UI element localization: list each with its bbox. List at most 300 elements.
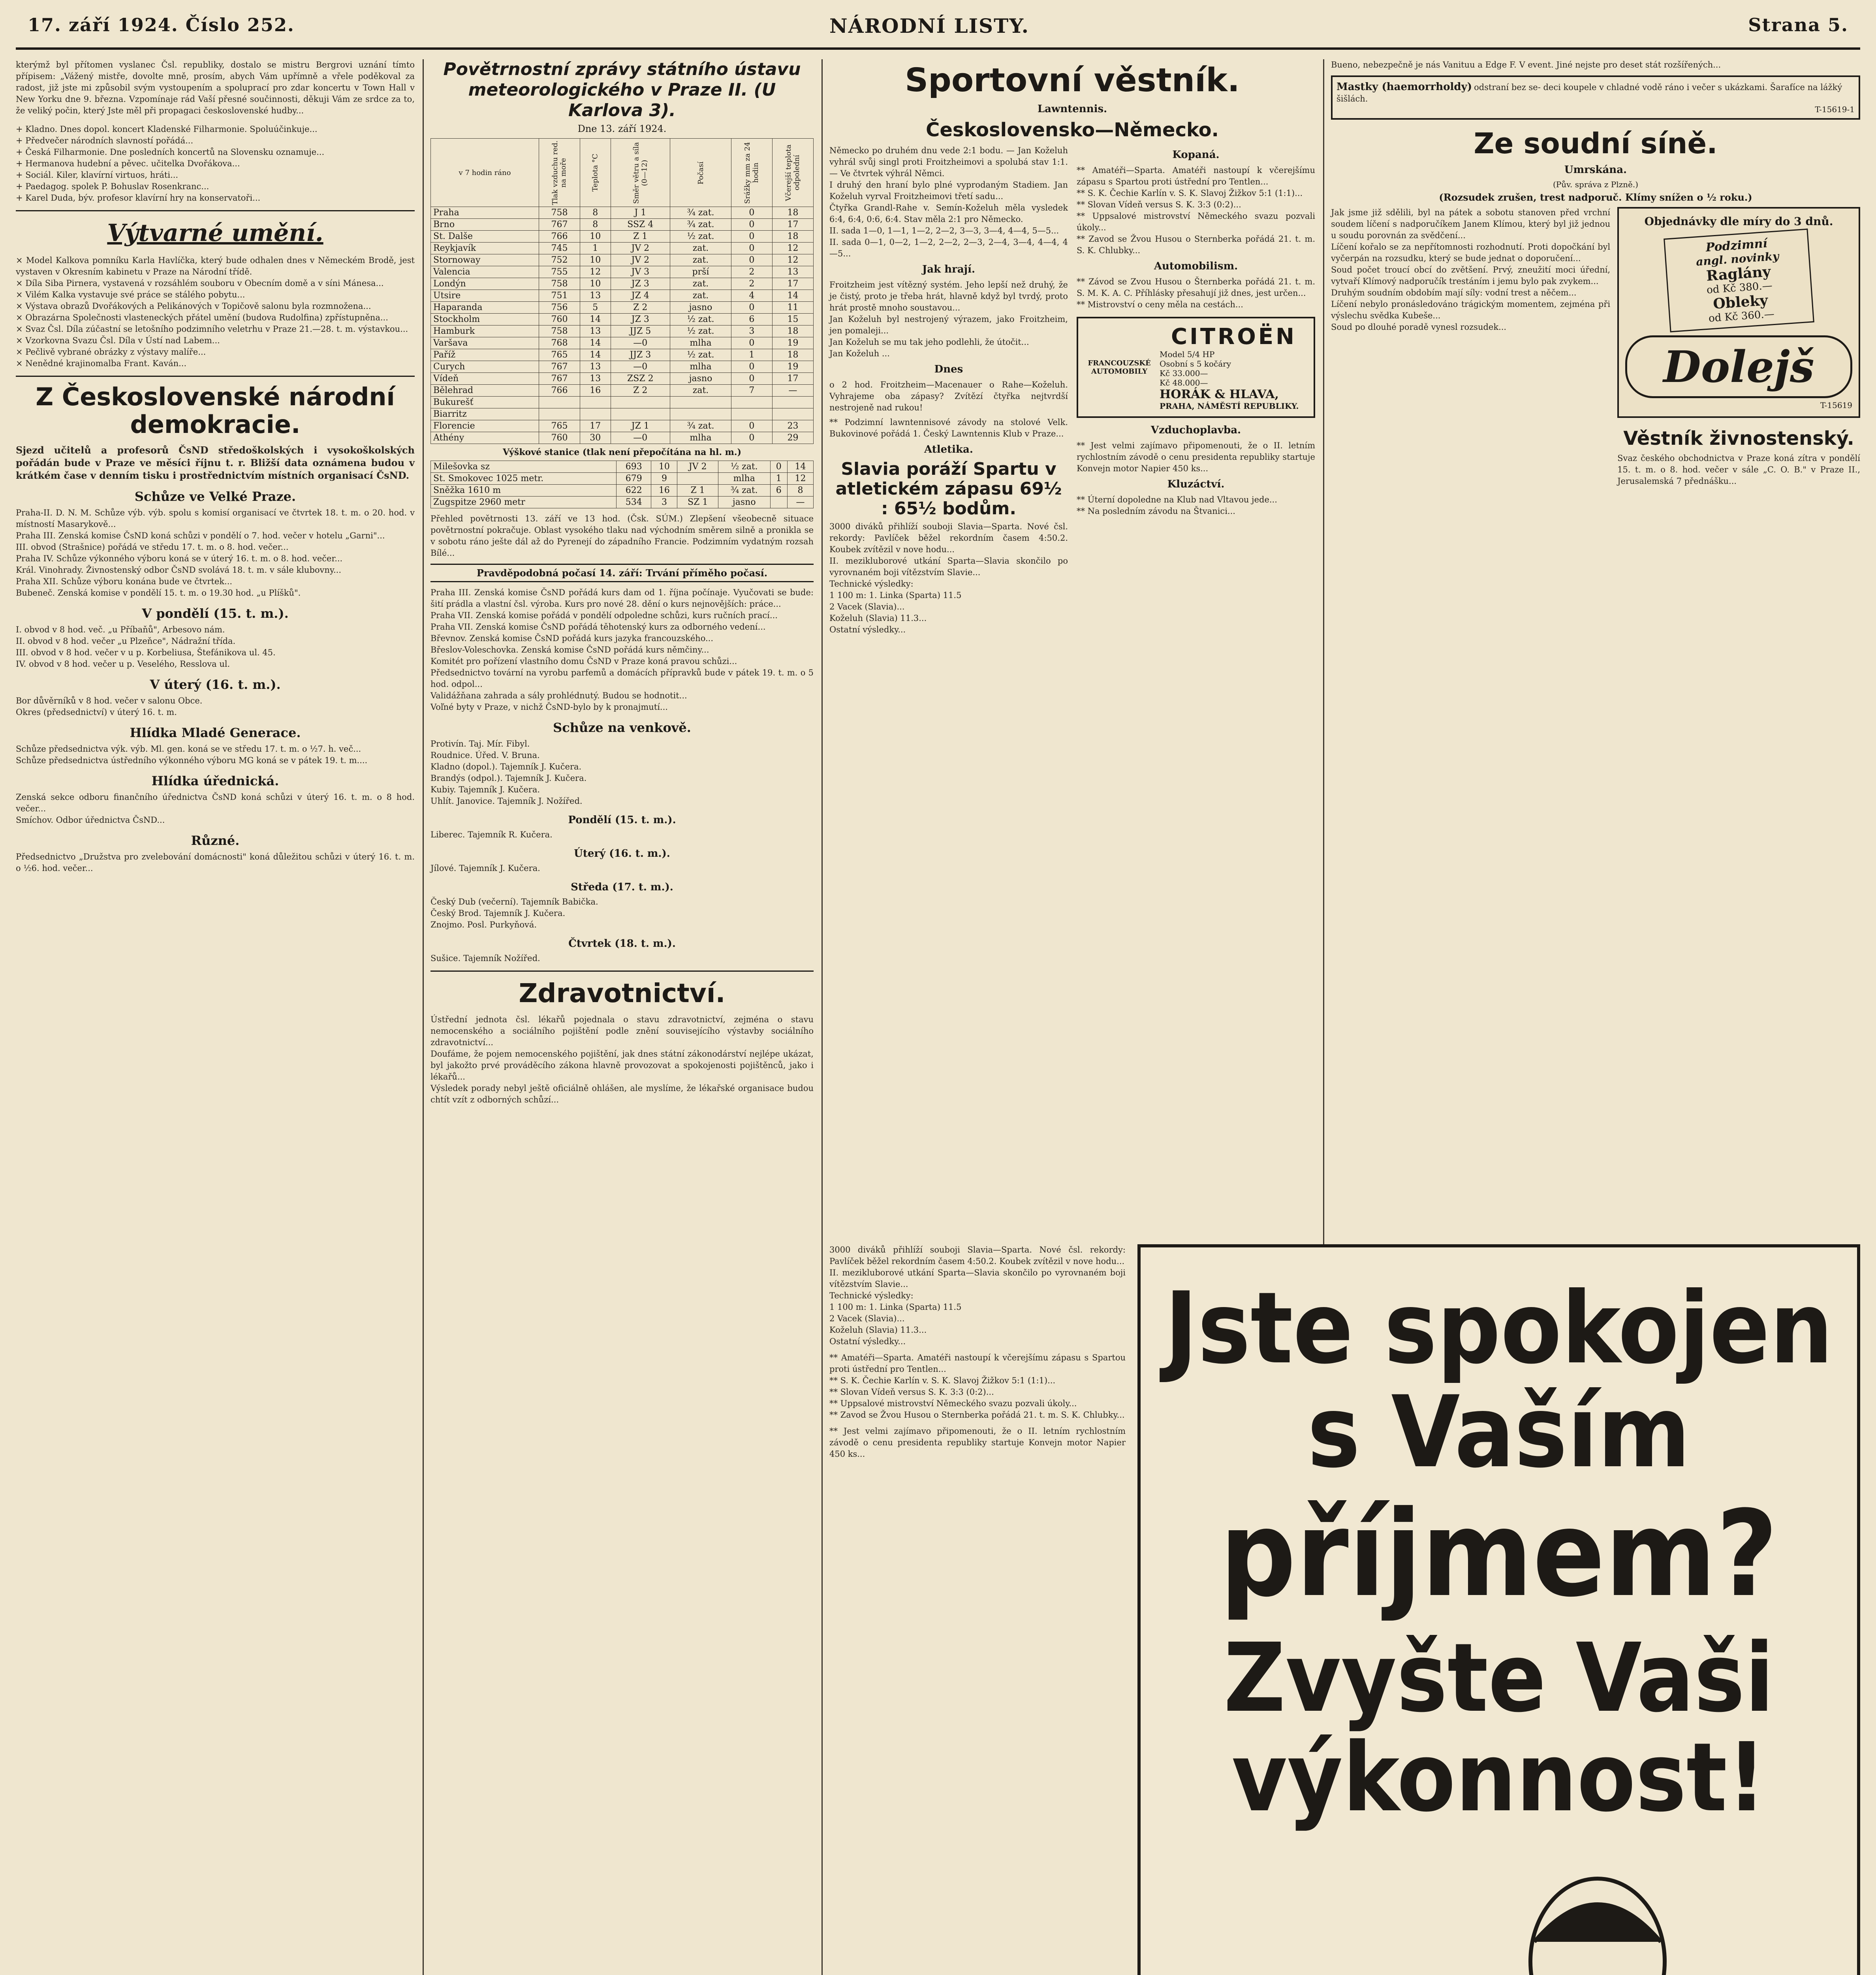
weather-cell: 14: [580, 314, 611, 325]
weather-cell: Z 2: [611, 385, 670, 397]
weather-cell: —0: [611, 337, 670, 349]
weather-cell: 3: [651, 497, 677, 508]
haemorrhoid-ad-text: odstraní bez se- deci koupele v chladné vodě ráno i večer s ukázkami. Šarafíce na lážký šišlách.: [1337, 83, 1845, 103]
weather-summary: Přehled povětrnosti 13. září ve 13 hod. (Čsk. SÚM.) Zlepšení všeobecně situace povětrnostní pokračuje. Oblast vysokého tlaku nad východním směrem silně a pronikla se v sobotu ráno ješte dál až do Pyrenejí do západního Francie. Podzimním vydatným rozsah Bílé...: [430, 514, 816, 558]
citroen-line1: Model 5/4 HP: [1160, 350, 1215, 359]
divider: [16, 376, 415, 377]
subheading-misc: Různé.: [191, 833, 240, 848]
weather-cell: 767: [539, 361, 580, 373]
weather-city: Reykjavík: [431, 243, 539, 254]
weather-cell: Z 1: [611, 231, 670, 243]
weather-row: [431, 349, 814, 361]
weather-cell: 17: [580, 420, 611, 432]
athletics-title: Slavia poráží Spartu v atletickém zápasu 69½ : 65½ bodům.: [835, 459, 1062, 519]
autumn-tennis-text: ** Podzimní lawntennisové závody na stolové Velk. Bukovinové pořádá 1. Český Lawntennis Klub v Praze...: [829, 418, 1071, 438]
weather-city: Praha: [431, 207, 539, 219]
weather-city: Sněžka 1610 m: [431, 485, 617, 497]
column-3: [829, 59, 1318, 1224]
weather-cell: zat.: [670, 278, 731, 290]
weather-cell: 13: [580, 361, 611, 373]
citroen-ad: [1077, 317, 1315, 418]
weather-cell: 13: [580, 290, 611, 302]
weather-cell: JZ 4: [611, 290, 670, 302]
weather-cell: JV 2: [611, 243, 670, 254]
weather-cell: 765: [539, 349, 580, 361]
weather-cell: ¾ zat.: [670, 420, 731, 432]
court-title: Ze soudní síně.: [1474, 127, 1718, 160]
weather-row: [431, 432, 814, 444]
aviation-continued: ** Jest velmi zajímavo připomenouti, že o II. letním rychlostním závodě o cenu presidenta republiky startuje Konvejn motor Napier 450 ks...: [829, 1426, 1128, 1459]
health-title: Zdravotnictví.: [519, 978, 726, 1008]
weather-cell: 768: [539, 337, 580, 349]
courses-text: Praha III. Zenská komise ČsND pořádá kurs dam od 1. října počínaje. Vyučovati se bude: šití prádla a vlastní čsl. výroba. Kurs pro nové 28. dění o kurs nejnovějších: práce... Praha VII. Zenská komise pořádá v pondělí odpoledne schůzi, kurs ručních prací... Praha VII. Zenská komise ČsND pořádá těhotenský kurs za odborného vedení... Břevnov. Zenská komise ČsND pořádá kurs jazyka francouzského... Břeslov-Voleschovka. Zenská komise ČsND pořádá kurs němčiny... Komitét pro pořízení vlastního domu ČsND v Praze koná pravou schůzi... Předsednictvo tovární na vyrobu parfemů a domácích přípravků bude v pátek 19. t. m. o 5 hod. odpol... Validážňana zahrada a sály prohlédnutý. Budou se hodnotit... Voľné byty v Praze, v nichž ČsND-bylo by k pronajmutí...: [430, 588, 814, 712]
cycling-text: ** Úterní dopoledne na Klub nad Vltavou jede... ** Na posledním závodu na Štvanici...: [1077, 495, 1277, 516]
weather-cell: [670, 408, 731, 420]
weather-cell: 12: [788, 473, 814, 485]
weather-cell: 15: [772, 314, 813, 325]
weather-row: [431, 314, 814, 325]
weather-cell: 765: [539, 420, 580, 432]
weather-cell: 760: [539, 314, 580, 325]
weather-cell: zat.: [670, 290, 731, 302]
weather-cell: 767: [539, 219, 580, 231]
shoe-ad-line1: Podzimní: [1705, 236, 1768, 255]
subheading-wed2: Středa (17. t. m.).: [571, 881, 673, 893]
weather-cell: 0: [731, 243, 772, 254]
citroen-line3: Kč 33.000—: [1160, 369, 1208, 378]
weather-cell: ½ zat.: [718, 461, 770, 473]
weather-city: Athény: [431, 432, 539, 444]
athletics-heading: Atletika.: [924, 444, 973, 455]
weather-cell: ZSZ 2: [611, 373, 670, 385]
weather-cell: 18: [772, 231, 813, 243]
weather-cell: 13: [580, 325, 611, 337]
weather-cell: JJZ 3: [611, 349, 670, 361]
page-number: Strana 5.: [1748, 14, 1848, 36]
weather-cell: zat.: [670, 243, 731, 254]
weather-cell: 0: [731, 361, 772, 373]
weather-city: St. Dalše: [431, 231, 539, 243]
lead-paragraph: Sjezd učitelů a profesorů ČsND středoškolských i vysokoškolských pořádán bude v Praze ve měsíci říjnu t. r. Bližší data oznámena budou v krátkém čase v denním tisku i prostřednictvím místních organisací ČsND.: [16, 444, 418, 481]
monday-text: I. obvod v 8 hod. več. „u Příbaňů", Arbesovo nám. II. obvod v 8 hod. večer „u Plzeňce", Nádražní třída. III. obvod v 8 hod. večer v u p. Korbeliusa, Štefánikova ul. 45. IV. obvod v 8 hod. večer u p. Veselého, Resslova ul.: [16, 625, 276, 669]
weather-cell: [611, 397, 670, 408]
weather-cell: JJZ 5: [611, 325, 670, 337]
subheading-mon2: Pondělí (15. t. m.).: [568, 814, 676, 826]
weather-row: [431, 408, 814, 420]
weather-cell: 19: [772, 337, 813, 349]
haemorrhoid-ad: [1331, 75, 1860, 120]
col4-intro: Bueno, nebezpečně je nás Vanituu a Edge F. V event. Jiné nejste pro deset stát rozšířených...: [1331, 60, 1721, 70]
weather-row: [431, 290, 814, 302]
citroen-dealer-address: PRAHA, NÁMĚSTÍ REPUBLIKY.: [1160, 401, 1299, 411]
weather-col-header: Tlak vzduchu red. na moře: [539, 139, 580, 207]
weather-city: Utsire: [431, 290, 539, 302]
weather-cell: [731, 397, 772, 408]
weather-cell: 679: [617, 473, 651, 485]
weather-cell: 760: [539, 432, 580, 444]
weather-cell: ½ zat.: [670, 325, 731, 337]
weather-cell: 8: [580, 207, 611, 219]
weather-cell: 1: [731, 349, 772, 361]
weather-city: Florencie: [431, 420, 539, 432]
weather-cell: 622: [617, 485, 651, 497]
weather-cell: ½ zat.: [670, 231, 731, 243]
weather-cell: 14: [580, 337, 611, 349]
weather-cell: 2: [731, 278, 772, 290]
weather-cell: [539, 397, 580, 408]
shoe-ad-brand: Dolejš: [1625, 335, 1852, 398]
subheading-thu2: Čtvrtek (18. t. m.).: [568, 938, 676, 950]
weather-cell: —: [788, 497, 814, 508]
shoe-ad-code: T-15619: [1820, 401, 1852, 410]
weather-row: [431, 231, 814, 243]
weather-row: [431, 473, 814, 485]
weather-cell: mlha: [670, 432, 731, 444]
aviation-text: ** Jest velmi zajímavo připomenouti, že o II. letním rychlostním závodě o cenu presidenta republiky startuje Konvejn motor Napier 450 ks...: [1077, 441, 1318, 473]
weather-city: Curych: [431, 361, 539, 373]
weather-cell: 23: [772, 420, 813, 432]
how-heading: Jak hrají.: [922, 263, 975, 275]
column-rule: [423, 59, 424, 1975]
weather-city: Stornoway: [431, 254, 539, 266]
weather-cell: 745: [539, 243, 580, 254]
weather-cell: 29: [772, 432, 813, 444]
wed2-text: Český Dub (večerní). Tajemník Babička. Český Brod. Tajemník J. Kučera. Znojmo. Posl. Purkyňová.: [430, 897, 598, 929]
misc-text: Předsednictvo „Družstva pro zvelebování domácnosti" koná důležitou schůzi v úterý 16. t. m. o ½6. hod. večer...: [16, 852, 417, 873]
shoe-ad-tag: [1664, 229, 1814, 333]
cycling-heading: Kluzáctví.: [1167, 478, 1225, 490]
column-1: [16, 59, 418, 1975]
weather-cell: 0: [731, 231, 772, 243]
shoe-ad-title: Objednávky dle míry do 3 dnů.: [1644, 215, 1833, 228]
weather-cell: SZ 1: [677, 497, 718, 508]
weather-city: Vídeň: [431, 373, 539, 385]
shoe-ad: [1617, 207, 1860, 418]
weather-cell: [611, 408, 670, 420]
weather-cell: JZ 1: [611, 420, 670, 432]
weather-city: Bělehrad: [431, 385, 539, 397]
weather-cell: JV 3: [611, 266, 670, 278]
weather-cell: 30: [580, 432, 611, 444]
underwood-ad-line1: Jste spokojen s Vaším: [1164, 1271, 1833, 1490]
shoe-ad-line5: Obleky: [1712, 292, 1769, 312]
subheading-tuesday: V úterý (16. t. m.).: [150, 677, 281, 692]
weather-cell: JV 2: [611, 254, 670, 266]
weather-cell: 752: [539, 254, 580, 266]
weather-cell: 1: [580, 243, 611, 254]
citroen-line4: Kč 48.000—: [1160, 378, 1208, 387]
weather-cell: [580, 408, 611, 420]
weather-cell: [539, 408, 580, 420]
shoe-ad-line3: Raglány: [1705, 263, 1771, 284]
sport-title: Sportovní věstník.: [905, 62, 1240, 99]
weather-cell: prší: [670, 266, 731, 278]
weather-cell: 0: [731, 302, 772, 314]
weather-cell: 3: [731, 325, 772, 337]
stations-table: [430, 461, 814, 508]
weather-cell: 10: [580, 254, 611, 266]
weather-cell: 1: [770, 473, 787, 485]
today-text: o 2 hod. Froitzheim—Macenauer o Rahe—Koželuh. Vyhrajeme oba zápasy? Zvítězí čtyřka nejtvrdší nestrojeně nad rukou!: [829, 380, 1071, 412]
weather-cell: 534: [617, 497, 651, 508]
subheading-prague: Schůze ve Velké Praze.: [134, 489, 296, 504]
weather-cell: 8: [580, 219, 611, 231]
weather-cell: 10: [580, 231, 611, 243]
weather-city: Stockholm: [431, 314, 539, 325]
weather-row: [431, 266, 814, 278]
weather-cell: jasno: [670, 373, 731, 385]
weather-cell: [772, 397, 813, 408]
column-rule: [821, 59, 823, 1975]
typewriter-illustration: [1203, 1843, 1795, 1975]
football-continued: ** Amatéři—Sparta. Amatéři nastoupí k včerejšímu zápasu s Spartou proti ústřední pro Tentlen... ** S. K. Čechie Karlín v. S. K. Slavoj Žižkov 5:1 (1:1)... ** Slovan Vídeň versus S. K. 3:3 (0:2)... ** Uppsalové mistrovství Německého svazu pozvali úkoly... ** Zavod se Žvou Husou o Sternberka pořádá 21. t. m. S. K. Chlubky...: [829, 1353, 1126, 1420]
tue2-text: Jílové. Tajemník J. Kučera.: [430, 863, 540, 873]
weather-city: St. Smokovec 1025 metr.: [431, 473, 617, 485]
weather-cell: 11: [772, 302, 813, 314]
court-sub3: (Rozsudek zrušen, trest nadporuč. Klímy snížen o ½ roku.): [1439, 192, 1752, 203]
column-rule: [1323, 59, 1324, 1413]
weather-cell: 8: [788, 485, 814, 497]
weather-cell: JZ 3: [611, 278, 670, 290]
weather-cell: 756: [539, 302, 580, 314]
weather-city: Londýn: [431, 278, 539, 290]
weather-cell: 2: [731, 266, 772, 278]
match-title: Československo—Německo.: [926, 119, 1219, 141]
weather-row: [431, 243, 814, 254]
trade-text: Svaz českého obchodnictva v Praze koná zítra v pondělí 15. t. m. o 8. hod. večer v sále „C. O. B." v Praze II., Jerusalemská 7 přednášku...: [1617, 453, 1863, 486]
weather-city: Biarritz: [431, 408, 539, 420]
art-notices: × Model Kalkova pomníku Karla Havlíčka, který bude odhalen dnes v Německém Brodě, jest vystaven v Okresním kabinetu v Praze na Národní třídě. × Díla Siba Pirnera, vystavená v rozsáhlém souboru v Obecním domě a v síni Mánesa... × Vilém Kalka vystavuje své práce se stálého pobytu... × Výstava obrazů Dvořákových a Pelikánových v Topičově salonu byla rozmnožena... × Obrazárna Společnosti vlasteneckých přátel umění (budova Rudolfina) zpřístupněna... × Svaz Čsl. Díla zúčastní se letošního podzimního veletrhu v Praze 21.—28. t. m. výstavkou... × Vzorkovna Svazu Čsl. Díla v Ústí nad Labem... × Pečlivě vybrané obrázky z výstavy malíře... × Nenědné krajinomalba Frant. Kaván...: [16, 256, 415, 368]
weather-cell: 18: [772, 325, 813, 337]
weather-city: Haparanda: [431, 302, 539, 314]
weather-row: [431, 207, 814, 219]
officers-text: Zenská sekce odboru finančního úřednictva ČsND koná schůzi v úterý 16. t. m. o 8 hod. večer... Smíchov. Odbor úřednictva ČsND...: [16, 792, 415, 825]
weather-cell: ½ zat.: [670, 314, 731, 325]
court-sub: Umrskána.: [1564, 164, 1627, 176]
weather-city: Hamburk: [431, 325, 539, 337]
subheading-monday: V pondělí (15. t. m.).: [142, 606, 289, 621]
weather-cell: 12: [772, 254, 813, 266]
weather-col-header: Teplota °C: [580, 139, 611, 207]
weather-cell: 0: [731, 219, 772, 231]
weather-city: Zugspitze 2960 metr: [431, 497, 617, 508]
weather-cell: 18: [772, 349, 813, 361]
athletics-text: 3000 diváků přihlíží souboji Slavia—Sparta. Nové čsl. rekordy: Pavlíček běžel rekordním časem 4:50.2. Koubek zvítězil v nove hodu... II. mezikluborové utkání Sparta—Slavia skončilo po vyrovnaném boji vítězstvím Slavie... Technické výsledky: 1 100 m: 1. Linka (Sparta) 11.5 2 Vacek (Slavia)... Koželuh (Slavia) 11.3... Ostatní výsledky...: [829, 522, 1068, 634]
forecast: Pravděpodobná počasí 14. září: Trvání příměho počasí.: [430, 564, 814, 582]
subheading-regions: Schůze na venkově.: [553, 720, 691, 735]
citroen-line2: Osobní s 5 kočáry: [1160, 359, 1231, 369]
weather-cell: [677, 473, 718, 485]
section-heading-art: Výtvarné umění.: [107, 219, 323, 247]
weather-cell: 766: [539, 231, 580, 243]
weather-cell: [772, 408, 813, 420]
stations-heading: Výškové stanice (tlak není přepočítána na hl. m.): [502, 447, 742, 457]
haemorrhoid-ad-title: Mastky (haemorrholdy): [1337, 81, 1472, 93]
weather-cell: —: [772, 385, 813, 397]
regions-text: Protivín. Taj. Mír. Fibyl. Roudnice. Úřed. V. Bruna. Kladno (dopol.). Tajemník J. Kučera. Brandýs (odpol.). Tajemník J. Kučera. Kubiy. Tajemník J. Kučera. Uhlít. Janovice. Tajemník J. Nožířed.: [430, 739, 587, 806]
aviation-heading: Vzduchoplavba.: [1150, 424, 1241, 436]
tennis-text: Německo po druhém dnu vede 2:1 bodu. — Jan Koželuh vyhrál svůj singl proti Froitzheimovi a spolubá stav 1:1. — Ve čtvrtek výhrál Němci. I druhý den hraní bylo plné vyprodaným Stadiem. Jan Koželuh vyrval Froitzheimovi třetí sadu... Čtyřka Grandl-Rahe v. Semín-Koželuh měla vysledek 6:4, 6:4, 0:6, 6:4. Stav měla 2:1 pro Německo. II. sada 1—0, 1—1, 1—2, 2—2, 3—3, 3—4, 4—4, 5—5... II. sada 0—1, 0—2, 1—2, 2—2, 2—3, 2—4, 3—4, 4—4, 4—5...: [829, 146, 1068, 258]
weather-row: [431, 461, 814, 473]
young-gen-text: Schůze předsednictva výk. výb. Ml. gen. koná se ve středu 17. t. m. o ½7. h. več... Schůze předsednictva ústředního výkonného výboru MG koná se v pátek 19. t. m....: [16, 744, 368, 765]
weather-row: [431, 397, 814, 408]
weather-row: [431, 325, 814, 337]
court-sub2: (Pův. správa z Plzně.): [1553, 180, 1639, 189]
weather-cell: [731, 408, 772, 420]
weather-cell: jasno: [718, 497, 770, 508]
citroen-ad-left: FRANCOUZSKÉ AUTOMOBILY: [1088, 359, 1151, 376]
subheading-young-gen: Hlídka Mladé Generace.: [130, 725, 301, 740]
weather-cell: 10: [580, 278, 611, 290]
section-heading-nd: Z Československé národní demokracie.: [36, 382, 395, 439]
weather-cell: 12: [772, 243, 813, 254]
weather-cell: 16: [651, 485, 677, 497]
weather-cell: 9: [651, 473, 677, 485]
weather-cell: 12: [580, 266, 611, 278]
weather-cell: JZ 3: [611, 314, 670, 325]
weather-row: [431, 485, 814, 497]
weather-row: [431, 361, 814, 373]
haemorrhoid-ad-code: T-15619-1: [1815, 105, 1855, 114]
weather-cell: —0: [611, 361, 670, 373]
athletics-results-continued: 3000 diváků přihlíží souboji Slavia—Sparta. Nové čsl. rekordy: Pavlíček běžel rekordním časem 4:50.2. Koubek zvítězil v nove hodu... II. mezikluborové utkání Sparta—Slavia skončilo po vyrovnaném boji vítězstvím Slavie... Technické výsledky: 1 100 m: 1. Linka (Sparta) 11.5 2 Vacek (Slavia)... Koželuh (Slavia) 11.3... Ostatní výsledky...: [829, 1245, 1126, 1346]
health-text: Ústřední jednota čsl. lékařů pojednala o stavu zdravotnictví, zejména o stavu nemocenského a sociálního pojištění podle znění souvisejícího výstavby sociálního zdravotnictví... Doufáme, že pojem nemocenského pojištění, jak dnes státní zákonodárství nejlépe ukázat, byl jakožto prvé prováděcího zákona hlavně provozovat a spokojenosti pojištěnců, jako i lékařů... Výsledek porady nebyl ještě oficiálně ohlášen, ale myslíme, že lékařské organisace budou chtít vzít z odborných schůzí...: [430, 1015, 814, 1104]
shoe-ad-line4: od Kč 380.—: [1706, 280, 1773, 296]
tennis-heading: Lawntennis.: [1037, 103, 1107, 115]
trade-title: Věstník živnostenský.: [1623, 427, 1854, 450]
page-header: [16, 3, 1860, 50]
weather-cell: 767: [539, 373, 580, 385]
weather-cell: 17: [772, 219, 813, 231]
weather-cell: 14: [772, 290, 813, 302]
weather-cell: 7: [731, 385, 772, 397]
shoe-ad-line2: angl. novinky: [1695, 249, 1779, 269]
today-heading: Dnes: [934, 363, 963, 375]
weather-cell: 0: [731, 420, 772, 432]
weather-cell: 766: [539, 385, 580, 397]
weather-cell: ¾ zat.: [718, 485, 770, 497]
weather-cell: 6: [770, 485, 787, 497]
weather-cell: Z 1: [677, 485, 718, 497]
subheading-officers: Hlídka úřednická.: [151, 773, 279, 788]
weather-cell: [670, 397, 731, 408]
weather-row: [431, 254, 814, 266]
divider: [430, 971, 814, 972]
weather-cell: 758: [539, 207, 580, 219]
subheading-tue2: Úterý (16. t. m.).: [574, 848, 670, 860]
thu2-text: Sušice. Tajemník Nožířed.: [430, 954, 540, 963]
weather-cell: ½ zat.: [670, 349, 731, 361]
weather-col-header: v 7 hodin ráno: [431, 139, 539, 207]
weather-row: [431, 219, 814, 231]
weather-col-header: Směr větru a síla (0—12): [611, 139, 670, 207]
weather-cell: 693: [617, 461, 651, 473]
weather-cell: 16: [580, 385, 611, 397]
weather-date: Dne 13. září 1924.: [577, 123, 667, 134]
weather-col-header: Srážky mm za 24 hodin: [731, 139, 772, 207]
weather-cell: 14: [788, 461, 814, 473]
how-text: Froitzheim jest vítězný systém. Jeho lepší než druhý, že je čistý, proto je třeba hrát, hlavně když byl tvrdý, proto hrát prostě mnoho soustavou... Jan Koželuh byl nestrojený výrazem, jako Froitzheim, jen pomaleji... Jan Koželuh se mu tak jeho podlehli, že útočit... Jan Koželuh ...: [829, 280, 1068, 358]
column-3-lower: [829, 1244, 1126, 1975]
weather-cell: 758: [539, 325, 580, 337]
weather-cell: 4: [731, 290, 772, 302]
underwood-ad-line3: Zvyšte Vaši výkonnost!: [1224, 1623, 1774, 1833]
weather-row: [431, 278, 814, 290]
weather-cell: jasno: [670, 302, 731, 314]
weather-cell: ¾ zat.: [670, 207, 731, 219]
intro-paragraph: kterýmž byl přítomen vyslanec Čsl. republiky, dostalo se mistru Bergrovi uznání tímto přípisem: „Vážený mistře, dovolte mně, prosím, abych Vám upřímně a vřele poděkoval za radost, již jste mi způsobil svým vystoupením a spoluprací pro zdar koncertu v Town Hall v New Yorku dne 9. března. Vzpomínaje rád Vaší přesné součinnosti, děkuji Vám ze srdce za to, že veliký počin, který Jste měl při propagaci československé hudby...: [16, 60, 417, 115]
citroen-brand: CITROËN: [1171, 324, 1297, 350]
weather-cell: [770, 497, 787, 508]
weather-cell: 0: [731, 254, 772, 266]
auto-text: ** Závod se Zvou Husou o Šternberka pořádá 21. t. m. S. M. K. A. C. Příhlásky přesahují již dnes, jest určen... ** Mistrovství o ceny měla na cestách...: [1077, 277, 1315, 309]
weather-cell: 755: [539, 266, 580, 278]
weather-cell: 0: [731, 373, 772, 385]
column-4: [1331, 59, 1863, 1224]
auto-heading: Automobilism.: [1154, 260, 1238, 272]
weather-city: Brno: [431, 219, 539, 231]
weather-cell: SSZ 4: [611, 219, 670, 231]
tuesday-text: Bor důvěrníků v 8 hod. večer v salonu Obce. Okres (předsednictví) v úterý 16. t. m.: [16, 696, 203, 717]
weather-cell: [580, 397, 611, 408]
music-notices: + Kladno. Dnes dopol. koncert Kladenské Filharmonie. Spoluúčinkuje... + Předvečer národních slavností pořádá... + Česká Filharmonie. Dne posledních koncertů na Slovensku oznamuje... + Hermanova hudební a pěvec. učitelka Dvořákova... + Sociál. Kiler, klavírní virtuos, hráti... + Paedagog. spolek P. Bohuslav Rosenkranc... + Karel Duda, býv. profesor klavírní hry na konservatoři...: [16, 124, 325, 203]
weather-cell: 0: [770, 461, 787, 473]
weather-cell: 17: [772, 373, 813, 385]
mon2-text: Liberec. Tajemník R. Kučera.: [430, 830, 553, 839]
weather-city: Varšava: [431, 337, 539, 349]
masthead: NÁRODNÍ LISTY.: [829, 14, 1029, 38]
weather-cell: 751: [539, 290, 580, 302]
weather-col-header: Včerejší teplota odpolední: [772, 139, 813, 207]
football-text: ** Amatéři—Sparta. Amatéři nastoupí k včerejšímu zápasu s Spartou proti ústřední pro Tentlen... ** S. K. Čechie Karlín v. S. K. Slavoj Žižkov 5:1 (1:1)... ** Slovan Vídeň versus S. K. 3:3 (0:2)... ** Uppsalové mistrovství Německého svazu pozvali úkoly... ** Zavod se Žvou Husou o Sternberka pořádá 21. t. m. S. K. Chlubky...: [1077, 166, 1315, 255]
weather-cell: 6: [731, 314, 772, 325]
weather-city: Bukurešť: [431, 397, 539, 408]
weather-col-header: Počasí: [670, 139, 731, 207]
prague-text: Praha-II. D. N. M. Schůze výb. výb. spolu s komisí organisací ve čtvrtek 18. t. m. o 20. hod. v místností Masarykově... Praha III. Zenská komise ČsND koná schůzi v pondělí o 7. hod. večer v hotelu „Garni"... III. obvod (Strašnice) pořádá ve středu 17. t. m. o 8. hod. večer... Praha IV. Schůze výkonného výboru koná se v úterý 16. t. m. o 8. hod. večer... Král. Vinohrady. Živnostenský odbor ČsND svolává 18. t. m. v sále klubovny... Praha XII. Schůze výboru konána bude ve čtvrtek... Bubeneč. Zenská komise v pondělí 15. t. m. o 19.30 hod. „u Plíšků".: [16, 508, 415, 598]
weather-cell: mlha: [670, 361, 731, 373]
weather-cell: zat.: [670, 385, 731, 397]
underwood-ad-line2: příjmem?: [1220, 1485, 1778, 1623]
football-heading: Kopaná.: [1172, 149, 1220, 161]
weather-cell: 17: [772, 278, 813, 290]
issue-date: 17. září 1924. Číslo 252.: [28, 14, 295, 36]
divider: [16, 210, 415, 211]
weather-row: [431, 385, 814, 397]
court-text: Jak jsme již sdělili, byl na pátek a sobotu stanoven před vrchní soudem líčení s nadporučíkem Janem Klímou, který byl již jednou u soudu porovnán za svědčení... Líčení kořalo se za nepřítomnosti rozhodnutí. Proti dopočkání byl vyčerpán na rozsudku, který se bude jednat o doporučení... Soud počet troucí obcí do zvětšení. Prvý, zneužití moci úřední, vytvaří Klímový nadporučík trestáním i jemu bylo pak zvykem... Druhým soudním obdobím mají síly: vodní trest a něčem... Líčení nebylo pronásledováno trágickým momentem, zejména při výslechu svědka Kubeše... Soud po dlouhé poradě vynesl rozsudek...: [1331, 208, 1611, 332]
weather-cell: 13: [772, 266, 813, 278]
weather-table: [430, 138, 814, 444]
weather-row: [431, 420, 814, 432]
weather-cell: 5: [580, 302, 611, 314]
weather-cell: 19: [772, 361, 813, 373]
weather-cell: 0: [731, 337, 772, 349]
weather-cell: 14: [580, 349, 611, 361]
weather-cell: zat.: [670, 254, 731, 266]
weather-cell: mlha: [718, 473, 770, 485]
weather-cell: 10: [651, 461, 677, 473]
weather-cell: 758: [539, 278, 580, 290]
weather-cell: 0: [731, 432, 772, 444]
weather-row: [431, 337, 814, 349]
weather-cell: 0: [731, 207, 772, 219]
weather-city: Milešovka sz: [431, 461, 617, 473]
weather-row: [431, 373, 814, 385]
shoe-ad-line6: od Kč 360.—: [1708, 308, 1775, 325]
weather-cell: JV 2: [677, 461, 718, 473]
weather-row: [431, 302, 814, 314]
weather-city: Paříž: [431, 349, 539, 361]
weather-cell: 18: [772, 207, 813, 219]
